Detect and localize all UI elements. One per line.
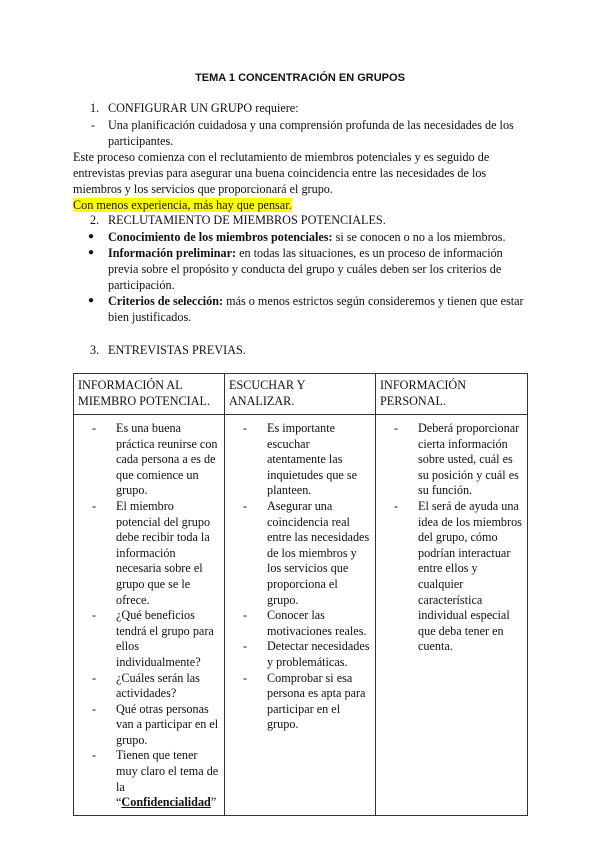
- confidentiality-term: Confidencialidad: [121, 795, 211, 810]
- dash-item: Una planificación cuidadosa y una comprensión profunda de las necesidades de los participantes.: [108, 118, 514, 148]
- list-item: - Es importante escuchar atentamente las inquietudes que se planteen.: [229, 421, 371, 499]
- section-number: 3.: [90, 343, 100, 357]
- highlighted-note: Con menos experiencia, más hay que pensar.: [73, 198, 292, 212]
- section-number: 2.: [90, 213, 100, 227]
- bullet-item: Información preliminar: en todas las situaciones, es un proceso de información previa sobre el propósito y conducta del grupo y cuáles deben ser los criterios de participación.: [108, 246, 503, 292]
- table-header: ESCUCHAR Y ANALIZAR.: [225, 374, 376, 415]
- bullet-item: Conocimiento de los miembros potenciales: si se conocen o no a los miembros.: [108, 230, 506, 244]
- section-heading: CONFIGURAR UN GRUPO: [108, 101, 253, 115]
- list-item: - Deberá proporcionar cierta información sobre usted, cuál es su posición y cuál es su función.: [380, 421, 523, 499]
- list-item: - Qué otras personas van a participar en el grupo.: [78, 702, 220, 749]
- list-item: - El miembro potencial del grupo debe recibir toda la información necesaria sobre el grupo que se le ofrece.: [78, 499, 220, 608]
- table-cell: [74, 415, 225, 816]
- section-heading: ENTREVISTAS PREVIAS.: [108, 343, 246, 357]
- list-item: - ¿Cuáles serán las actividades?: [78, 671, 220, 702]
- interview-table: [73, 373, 528, 816]
- intro-paragraph: Este proceso comienza con el reclutamiento de miembros potenciales y es seguido de entrevistas previas para asegurar una buena coincidencia entre las necesidades de los miembros y los servicios que proporcionará el grupo.: [73, 150, 490, 196]
- bullet-item: Criterios de selección: más o menos estrictos según consideremos y tienen que estar bien justificados.: [108, 294, 524, 324]
- section-heading: RECLUTAMIENTO DE MIEMBROS POTENCIALES.: [108, 213, 386, 227]
- bullet-icon: ●: [88, 231, 95, 242]
- list-item: - Es una buena práctica reunirse con cada persona a es de que comience un grupo.: [78, 421, 220, 499]
- list-item: - El será de ayuda una idea de los miembros del grupo, cómo podrían interactuar entre ellos y cualquier característica individual especial que deba tener en cuenta.: [380, 499, 523, 655]
- section-text: requiere:: [252, 101, 299, 115]
- list-item: - Comprobar si esa persona es apta para participar en el grupo.: [229, 671, 371, 733]
- table-header: INFORMACIÓN PERSONAL.: [376, 374, 528, 415]
- table-cell: [225, 415, 376, 816]
- bullet-icon: ●: [88, 247, 95, 258]
- section-number: 1.: [90, 101, 100, 115]
- list-item: - Detectar necesidades y problemáticas.: [229, 639, 371, 670]
- list-item: - Conocer las motivaciones reales.: [229, 608, 371, 639]
- table-header: INFORMACIÓN AL MIEMBRO POTENCIAL.: [74, 374, 225, 415]
- list-item: - Tienen que tener muy claro el tema de la “Confidencialidad”: [78, 748, 220, 810]
- list-item: - ¿Qué beneficios tendrá el grupo para ellos individualmente?: [78, 608, 220, 670]
- table-cell: [376, 415, 528, 816]
- list-item: - Asegurar una coincidencia real entre las necesidades de los miembros y los servicios que proporciona el grupo.: [229, 499, 371, 608]
- document-title: TEMA 1 CONCENTRACIÓN EN GRUPOS: [195, 72, 405, 84]
- dash-marker: -: [91, 118, 96, 132]
- bullet-icon: ●: [88, 295, 95, 306]
